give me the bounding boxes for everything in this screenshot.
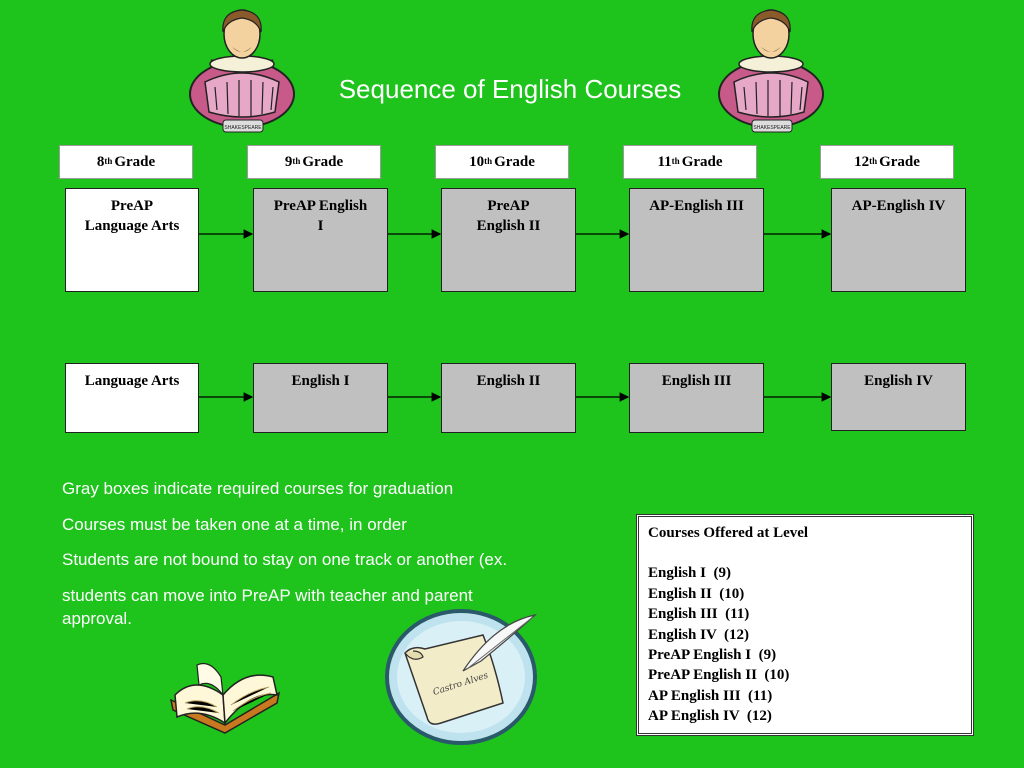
course-box-ap-english-4: AP-English IV — [831, 188, 966, 292]
legend-item: English II (10) — [648, 585, 745, 602]
note-not-bound: Students are not bound to stay on one track or another (ex. — [62, 550, 508, 569]
course-box-english-2: English II — [441, 363, 576, 433]
legend-heading: Courses Offered at Level — [648, 525, 809, 541]
legend-item: AP English III (11) — [648, 687, 773, 704]
scroll-signature: Castro Alves — [431, 670, 490, 699]
courses-offered-legend — [636, 514, 974, 736]
course-box-english-3: English III — [629, 363, 764, 433]
legend-item: English IV (12) — [648, 626, 750, 643]
grade-header-9: 9 $^{th}$ Grade — [247, 145, 381, 179]
portrait-caption: SHAKESPEARE — [224, 125, 262, 131]
legend-item: AP English IV (12) — [648, 708, 772, 725]
portrait-caption: SHAKESPEARE — [753, 125, 791, 131]
grade-header-10: 10 $^{th}$ Grade — [435, 145, 569, 179]
scroll-quill-icon — [383, 605, 543, 747]
legend-item: PreAP English I (9) — [648, 647, 777, 664]
legend-item: PreAP English II (10) — [648, 667, 790, 684]
course-box-preap-english-1: PreAP English I — [253, 188, 388, 292]
grade-header-8: 8 $^{th}$ Grade — [59, 145, 193, 179]
course-box-english-4: English IV — [831, 363, 966, 431]
open-book-icon — [165, 655, 285, 735]
note-one-at-a-time: Courses must be taken one at a time, in order — [62, 515, 407, 534]
legend-item: English III (11) — [648, 606, 750, 623]
course-box-preap-english-2: PreAP English II — [441, 188, 576, 292]
course-box-language-arts: Language Arts — [65, 363, 199, 433]
course-box-english-1: English I — [253, 363, 388, 433]
note-gray-boxes: Gray boxes indicate required courses for graduation — [62, 479, 454, 498]
legend-item: English I (9) — [648, 565, 731, 582]
course-box-ap-english-3: AP-English III — [629, 188, 764, 292]
course-box-preap-language-arts: PreAP Language Arts — [65, 188, 199, 292]
note-move-into-preap: students can move into PreAP with teacher and parent — [62, 586, 473, 605]
grade-header-11: 11 $^{th}$ Grade — [623, 145, 757, 179]
note-approval: approval. — [62, 609, 132, 628]
grade-header-12: 12 $^{th}$ Grade — [820, 145, 954, 179]
page-title: Sequence of English Courses — [338, 74, 682, 104]
